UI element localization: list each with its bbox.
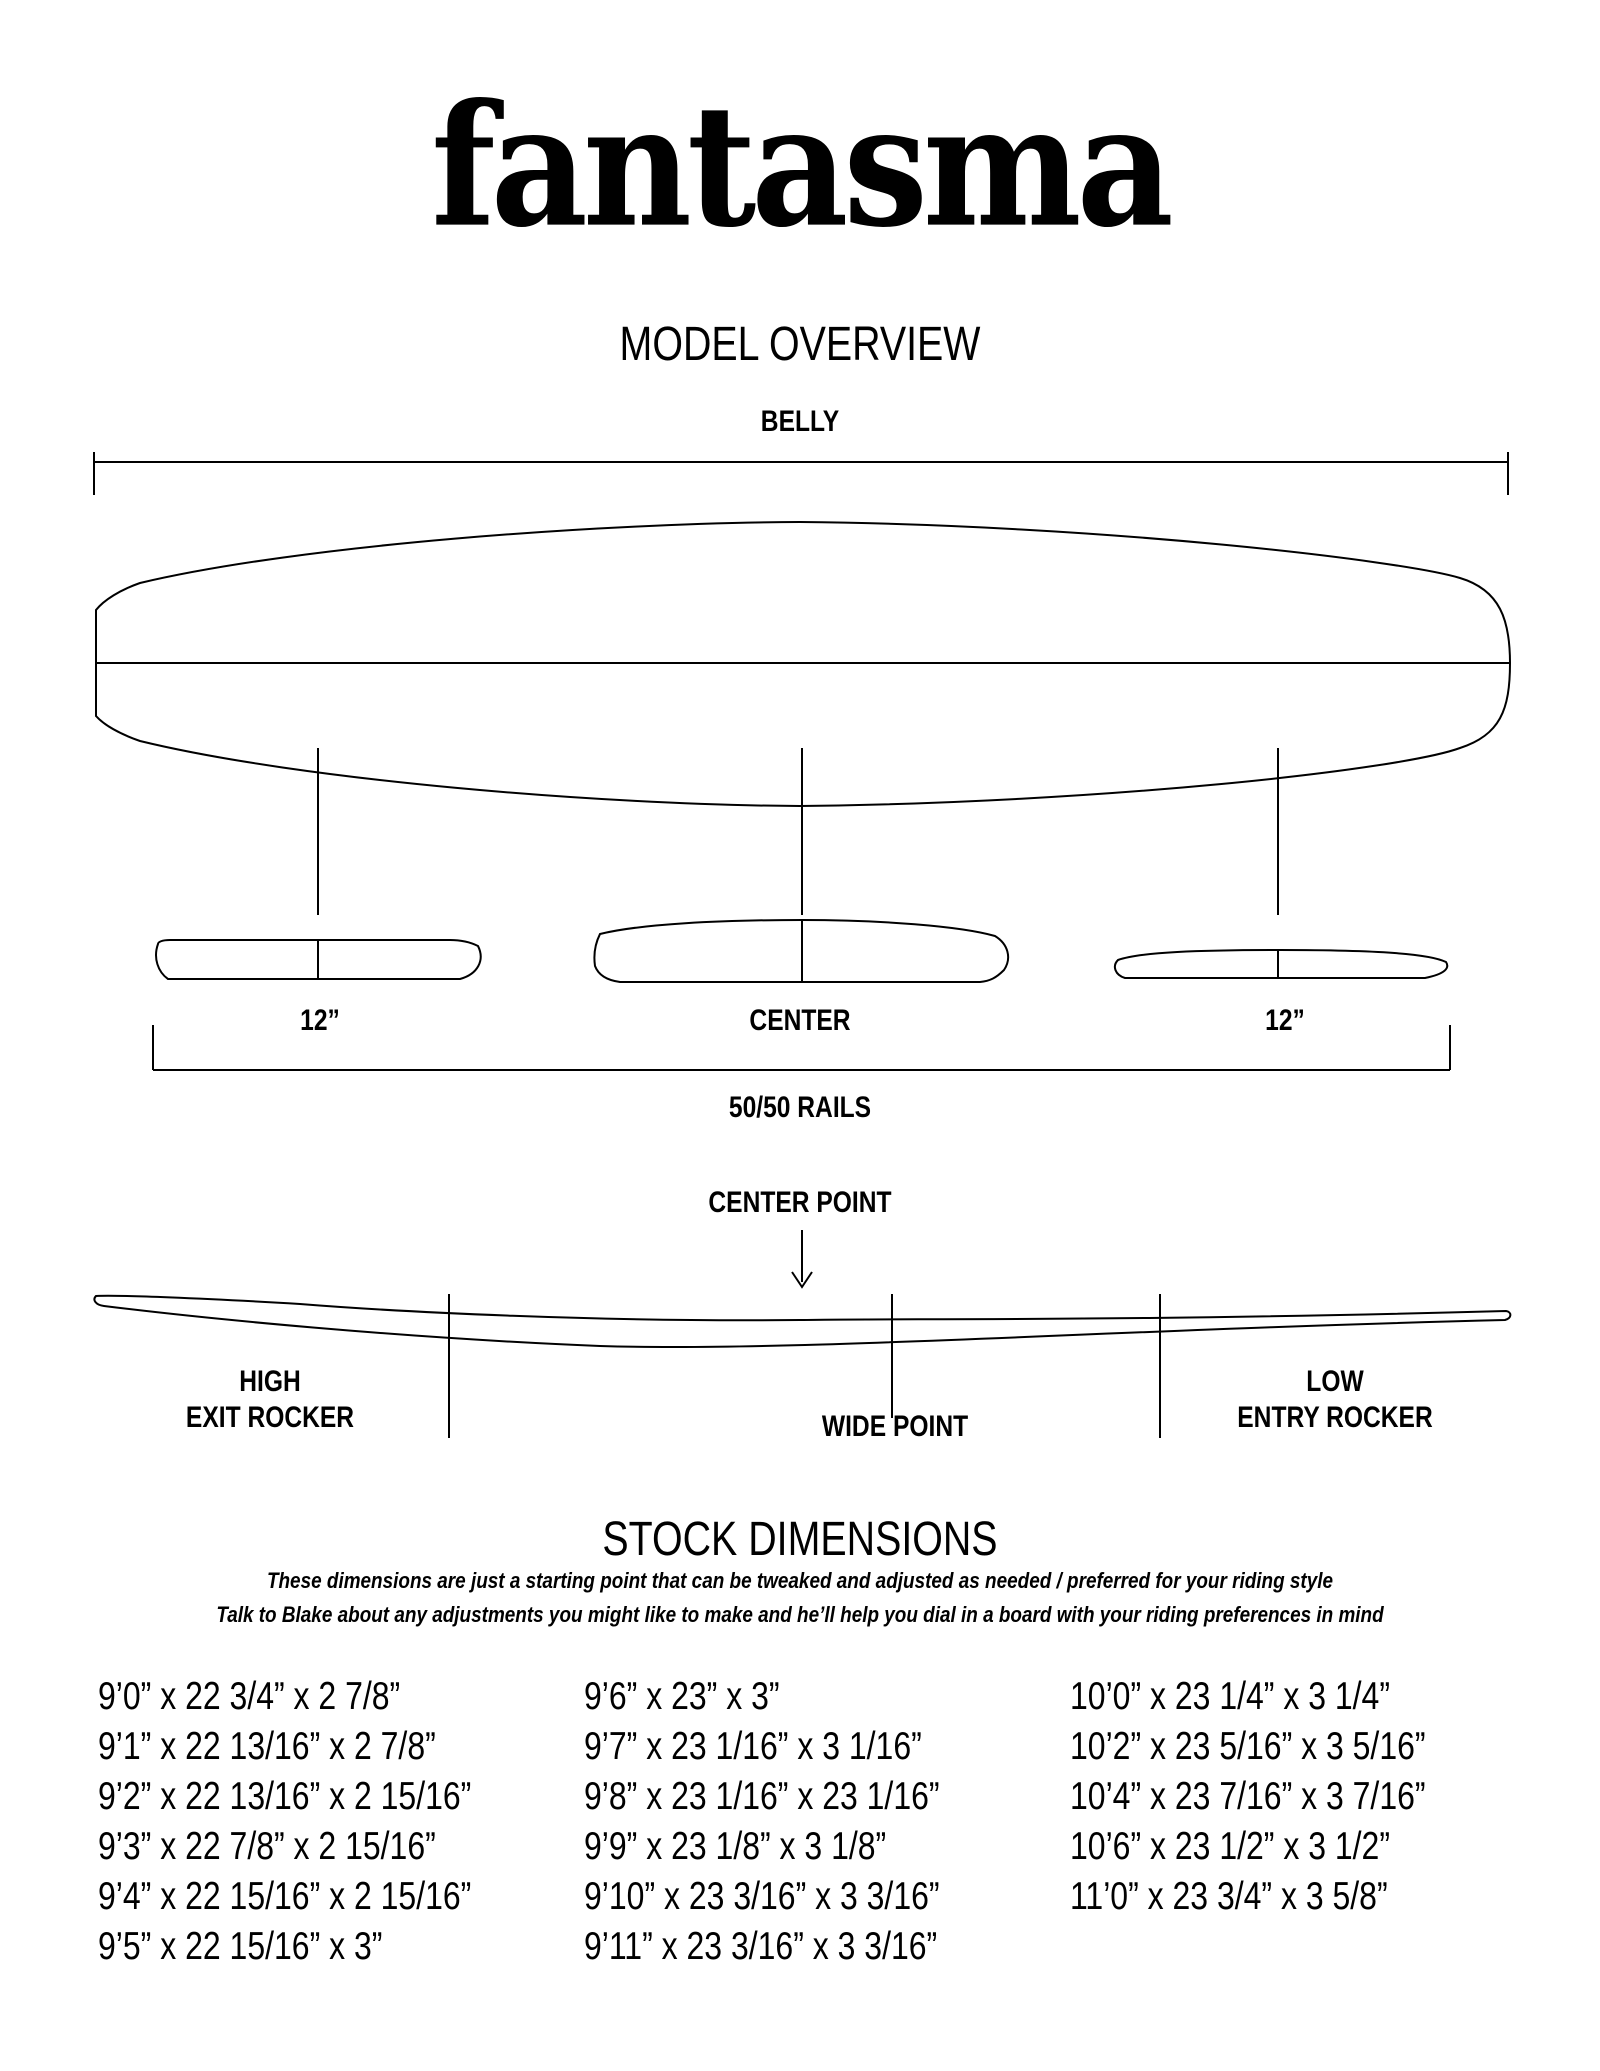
dimension-row: 9’7” x 23 1/16” x 3 1/16” [584, 1725, 922, 1768]
low-entry-rocker-label [1208, 1364, 1462, 1436]
dimension-row: 9’4” x 22 15/16” x 2 15/16” [98, 1875, 472, 1918]
dimension-row: 10’4” x 23 7/16” x 3 7/16” [1070, 1775, 1426, 1818]
stock-dimensions-title: STOCK DIMENSIONS [602, 1513, 998, 1566]
high-exit-rocker-line2: EXIT ROCKER [185, 1401, 355, 1434]
dimension-row: 9’5” x 22 15/16” x 3” [98, 1925, 383, 1968]
model-overview-title: MODEL OVERVIEW [619, 318, 981, 371]
dimensions-column-1 [98, 1672, 598, 1972]
rocker-outline [94, 1296, 1510, 1347]
dimension-row: 9’11” x 23 3/16” x 3 3/16” [584, 1925, 938, 1968]
dimension-row: 9’6” x 23” x 3” [584, 1675, 780, 1718]
low-entry-rocker-line1: LOW [1306, 1365, 1364, 1398]
dimensions-column-2 [584, 1672, 1084, 1972]
dimension-row: 9’9” x 23 1/8” x 3 1/8” [584, 1825, 887, 1868]
low-entry-rocker-line2: ENTRY ROCKER [1237, 1401, 1433, 1434]
brand-logo: fantasma [431, 67, 1169, 265]
high-exit-rocker-label [155, 1364, 385, 1436]
dimensions-column-3 [1070, 1672, 1570, 1922]
belly-bracket [94, 452, 1508, 495]
dimension-row: 11’0” x 23 3/4” x 3 5/8” [1070, 1875, 1388, 1918]
belly-label: BELLY [760, 405, 840, 438]
high-exit-rocker-line1: HIGH [239, 1365, 301, 1398]
center-point-label: CENTER POINT [708, 1186, 892, 1219]
wide-point-label: WIDE POINT [821, 1410, 969, 1443]
rail-section-nose [1115, 950, 1447, 978]
dimension-row: 10’2” x 23 5/16” x 3 5/16” [1070, 1725, 1426, 1768]
dimension-row: 10’0” x 23 1/4” x 3 1/4” [1070, 1675, 1390, 1718]
dimension-row: 9’8” x 23 1/16” x 23 1/16” [584, 1775, 940, 1818]
stock-note-1: These dimensions are just a starting point that can be tweaked and adjusted as needed / preferred for your riding style [266, 1568, 1334, 1593]
rails-label: 50/50 RAILS [728, 1091, 872, 1124]
dimension-row: 9’2” x 22 13/16” x 2 15/16” [98, 1775, 472, 1818]
dimension-row: 10’6” x 23 1/2” x 3 1/2” [1070, 1825, 1390, 1868]
rail-label-nose: 12” [1265, 1004, 1305, 1037]
rail-label-tail: 12” [300, 1004, 340, 1037]
stock-note-2: Talk to Blake about any adjustments you might like to make and he’ll help you dial in a board with your riding preferences in mind [216, 1602, 1384, 1627]
dimension-row: 9’3” x 22 7/8” x 2 15/16” [98, 1825, 436, 1868]
dimension-row: 9’10” x 23 3/16” x 3 3/16” [584, 1875, 940, 1918]
rail-label-center: CENTER [749, 1004, 851, 1037]
dimension-row: 9’1” x 22 13/16” x 2 7/8” [98, 1725, 436, 1768]
dimension-row: 9’0” x 22 3/4” x 2 7/8” [98, 1675, 401, 1718]
